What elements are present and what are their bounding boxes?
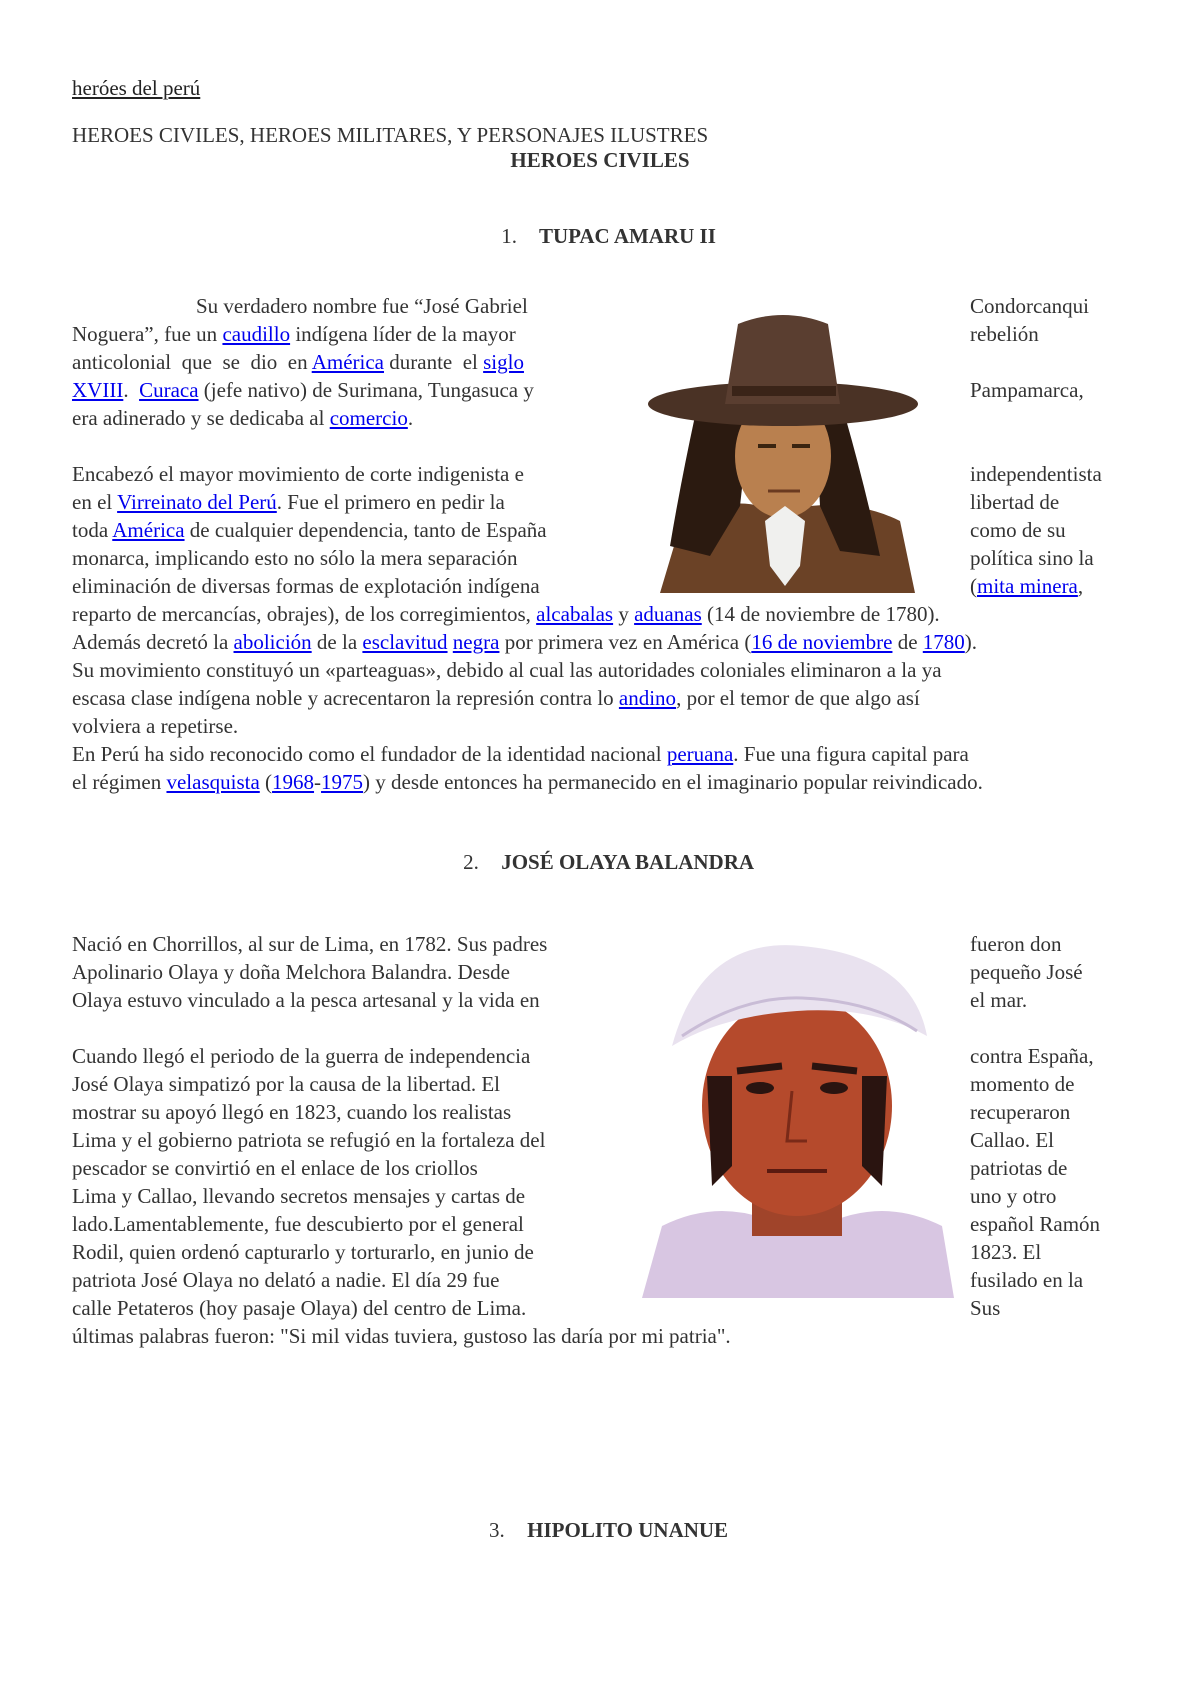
olaya-line-8: pescador se convirtió en el enlace de los criollos bbox=[72, 1156, 478, 1180]
link-fecha[interactable]: 16 de noviembre bbox=[751, 630, 893, 654]
link-1975[interactable]: 1975 bbox=[321, 770, 364, 794]
tupac-line-4: XVIII. Curaca (jefe nativo) de Surimana, Tungasuca y bbox=[72, 378, 534, 402]
hero-number: 1. bbox=[501, 224, 517, 248]
link-velasquista[interactable]: velasquista bbox=[166, 770, 260, 794]
olaya-line-3: Olaya estuvo vinculado a la pesca artesanal y la vida en bbox=[72, 988, 540, 1012]
olaya-right-6: recuperaron bbox=[970, 1100, 1071, 1124]
olaya-line-9: Lima y Callao, llevando secretos mensajes y cartas de bbox=[72, 1184, 526, 1208]
olaya-line-12: patriota José Olaya no delató a nadie. El día 29 fue bbox=[72, 1268, 500, 1292]
olaya-right-11: 1823. El bbox=[970, 1240, 1042, 1264]
olaya-last-line: últimas palabras fueron: "Si mil vidas tuviera, gustoso las daría por mi patria". bbox=[72, 1324, 731, 1348]
olaya-line-5: José Olaya simpatizó por la causa de la libertad. El bbox=[72, 1072, 501, 1096]
link-virreinato[interactable]: Virreinato del Perú bbox=[117, 490, 277, 514]
olaya-line-7: Lima y el gobierno patriota se refugió en la fortaleza del bbox=[72, 1128, 546, 1152]
link-siglo[interactable]: siglo bbox=[483, 350, 524, 374]
olaya-right-9: uno y otro bbox=[970, 1184, 1057, 1208]
olaya-right-7: Callao. El bbox=[970, 1128, 1054, 1152]
link-alcabalas[interactable]: alcabalas bbox=[536, 602, 614, 626]
olaya-line-4: Cuando llegó el periodo de la guerra de independencia bbox=[72, 1044, 531, 1068]
olaya-right-1: fueron don bbox=[970, 932, 1062, 956]
tupac-line-8: toda América de cualquier dependencia, tanto de España bbox=[72, 518, 547, 542]
link-america-2[interactable]: América bbox=[112, 518, 185, 542]
olaya-right-10: español Ramón bbox=[970, 1212, 1101, 1236]
olaya-line-13: calle Petateros (hoy pasaje Olaya) del centro de Lima. bbox=[72, 1296, 527, 1320]
tupac-full-3: Su movimiento constituyó un «parteaguas», debido al cual las autoridades coloniales eliminaron a la ya bbox=[72, 658, 942, 682]
olaya-line-2: Apolinario Olaya y doña Melchora Balandra. Desde bbox=[72, 960, 510, 984]
link-andino[interactable]: andino bbox=[618, 686, 677, 710]
tupac-line-3: anticolonial que se dio en América durante el siglo bbox=[72, 350, 524, 374]
link-caudillo[interactable]: caudillo bbox=[222, 322, 291, 346]
link-comercio[interactable]: comercio bbox=[329, 406, 408, 430]
tupac-right-9: política sino la bbox=[970, 546, 1094, 570]
link-1968[interactable]: 1968 bbox=[272, 770, 315, 794]
tupac-full-2: Además decretó la abolición de la esclavitud negra por primera vez en América (16 de noviembre de 1780). bbox=[72, 630, 978, 654]
tupac-full-4: escasa clase indígena noble y acrecentaron la represión contra lo andino, por el temor de que algo así bbox=[72, 686, 920, 710]
document-subtitle: HEROES CIVILES, HEROES MILITARES, Y PERSONAJES ILUSTRES bbox=[72, 123, 709, 147]
portrait-jose-olaya bbox=[642, 926, 954, 1298]
olaya-line-11: Rodil, quien ordenó capturarlo y torturarlo, en junio de bbox=[72, 1240, 534, 1264]
hero-heading-2 bbox=[0, 850, 1200, 875]
tupac-full-1: reparto de mercancías, obrajes), de los corregimientos, alcabalas y aduanas (14 de noviembre de 1780). bbox=[72, 602, 940, 626]
link-anio[interactable]: 1780 bbox=[922, 630, 965, 654]
tupac-right-2: rebelión bbox=[970, 322, 1039, 346]
olaya-line-1: Nació en Chorrillos, al sur de Lima, en 1782. Sus padres bbox=[72, 932, 548, 956]
olaya-right-2: pequeño José bbox=[970, 960, 1083, 984]
olaya-line-6: mostrar su apoyó llegó en 1823, cuando los realistas bbox=[72, 1100, 512, 1124]
tupac-right-7: libertad de bbox=[970, 490, 1060, 514]
olaya-line-10: lado.Lamentablemente, fue descubierto por el general bbox=[72, 1212, 524, 1236]
tupac-full-6: En Perú ha sido reconocido como el fundador de la identidad nacional peruana. Fue una figura capital para bbox=[72, 742, 969, 766]
tupac-right-4: Pampamarca, bbox=[970, 378, 1084, 402]
hero-name: JOSÉ OLAYA BALANDRA bbox=[501, 850, 755, 874]
olaya-right-12: fusilado en la bbox=[970, 1268, 1084, 1292]
link-mita-minera[interactable]: mita minera bbox=[977, 574, 1078, 598]
tupac-line-9: monarca, implicando esto no sólo la mera separación bbox=[72, 546, 518, 570]
link-aduanas[interactable]: aduanas bbox=[634, 602, 702, 626]
link-curaca[interactable]: Curaca bbox=[139, 378, 199, 402]
link-america[interactable]: América bbox=[311, 350, 384, 374]
hero-heading-3 bbox=[0, 1518, 1200, 1543]
hero-heading-1 bbox=[0, 224, 1200, 249]
tupac-line-6: Encabezó el mayor movimiento de corte indigenista e bbox=[72, 462, 524, 486]
link-xviii[interactable]: XVIII bbox=[72, 378, 124, 402]
hero-number: 2. bbox=[463, 850, 479, 874]
tupac-right-1: Condorcanqui bbox=[970, 294, 1089, 318]
link-esclavitud[interactable]: esclavitud bbox=[362, 630, 448, 654]
tupac-line-2: Noguera”, fue un caudillo indígena líder de la mayor bbox=[72, 322, 516, 346]
section-heading: HEROES CIVILES bbox=[510, 148, 690, 172]
link-negra[interactable]: negra bbox=[452, 630, 500, 654]
tupac-line-10: eliminación de diversas formas de explotación indígena bbox=[72, 574, 540, 598]
olaya-right-4: contra España, bbox=[970, 1044, 1094, 1068]
tupac-right-6: independentista bbox=[970, 462, 1102, 486]
olaya-right-13: Sus bbox=[970, 1296, 1001, 1320]
hero-name: TUPAC AMARU II bbox=[538, 224, 716, 248]
hero-name: HIPOLITO UNANUE bbox=[527, 1518, 729, 1542]
tupac-line-7: en el Virreinato del Perú. Fue el primero en pedir la bbox=[72, 490, 505, 514]
olaya-right-5: momento de bbox=[970, 1072, 1075, 1096]
hero-number: 3. bbox=[489, 1518, 505, 1542]
tupac-full-7: el régimen velasquista (1968-1975) y desde entonces ha permanecido en el imaginario popular reivindicado. bbox=[72, 770, 983, 794]
tupac-line-1: Su verdadero nombre fue “José Gabriel bbox=[196, 294, 528, 318]
document-title-link[interactable]: heróes del perú bbox=[72, 76, 201, 100]
link-abolicion[interactable]: abolición bbox=[233, 630, 312, 654]
olaya-right-8: patriotas de bbox=[970, 1156, 1068, 1180]
tupac-line-5: era adinerado y se dedicaba al comercio. bbox=[72, 406, 414, 430]
tupac-right-10: (mita minera, bbox=[970, 574, 1084, 598]
portrait-tupac-amaru bbox=[640, 306, 928, 593]
tupac-full-5: volviera a repetirse. bbox=[72, 714, 239, 738]
link-peruana[interactable]: peruana bbox=[666, 742, 734, 766]
tupac-right-8: como de su bbox=[970, 518, 1066, 542]
olaya-right-3: el mar. bbox=[970, 988, 1028, 1012]
